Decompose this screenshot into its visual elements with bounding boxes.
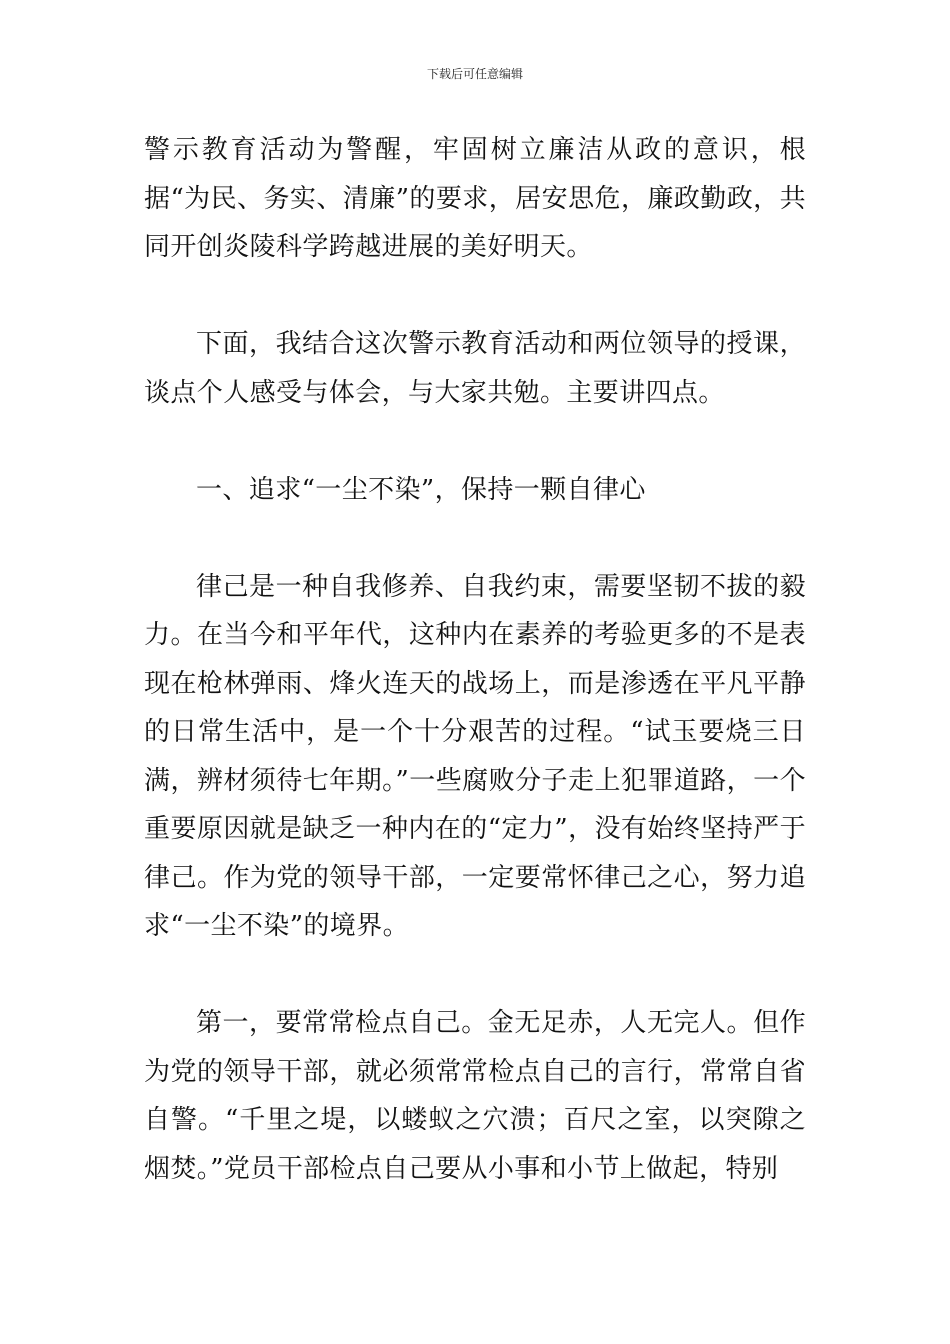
- paragraph-continuation: 警示教育活动为警醒，牢固树立廉洁从政的意识，根据“为民、务实、清廉”的要求，居安思危，廉政勤政，共同开创炎陵科学跨越进展的美好明天。: [144, 135, 806, 262]
- paragraph-first-point: 第一，要常常检点自己。金无足赤，人无完人。但作为党的领导干部，就必须常常检点自己的言行，常常自省自警。“千里之堤，以蝼蚁之穴溃；百尺之室，以突隙之烟焚。”党员干部检点自己要从小事和小节上做起，特别: [144, 1008, 806, 1184]
- page-header-note: 下载后可任意编辑: [426, 67, 523, 81]
- paragraph-intro: 下面，我结合这次警示教育活动和两位领导的授课，谈点个人感受与体会，与大家共勉。主要讲四点。: [144, 329, 806, 408]
- paragraph-self-discipline: 律己是一种自我修养、自我约束，需要坚韧不拔的毅力。在当今和平年代，这种内在素养的考验更多的不是表现在枪林弹雨、烽火连天的战场上，而是渗透在平凡平静的日常生活中，是一个十分艰苦的过程。“试玉要烧三日满，辨材须待七年期。”一些腐败分子走上犯罪道路，一个重要原因就是缺乏一种内在的“定力”，没有始终坚持严于律己。作为党的领导干部，一定要常怀律己之心，努力追求“一尘不染”的境界。: [144, 571, 806, 941]
- document-body: [144, 126, 806, 1193]
- section-heading-1: 一、追求“一尘不染”，保持一颗自律心: [196, 474, 646, 505]
